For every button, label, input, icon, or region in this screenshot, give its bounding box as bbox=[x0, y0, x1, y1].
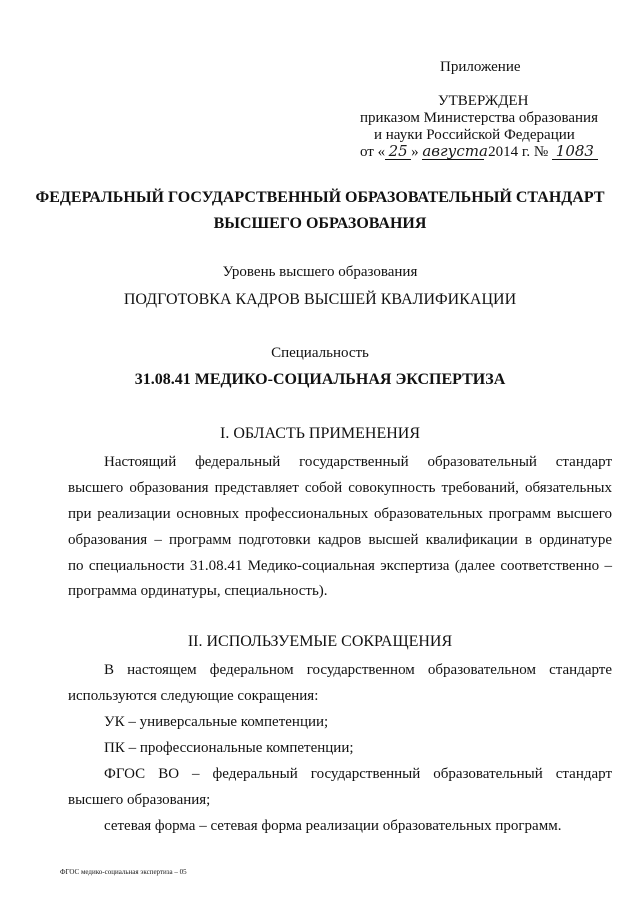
education-level-value: ПОДГОТОВКА КАДРОВ ВЫСШЕЙ КВАЛИФИКАЦИИ bbox=[123, 291, 517, 308]
section-1-line-2: высшего образования представляет собой совокупность требований, обязательных bbox=[68, 480, 612, 496]
abbr-pk: ПК – профессиональные компетенции; bbox=[104, 740, 354, 756]
section-1-heading: I. ОБЛАСТЬ ПРИМЕНЕНИЯ bbox=[219, 425, 421, 442]
section-1-line-1: Настоящий федеральный государственный образовательный стандарт bbox=[104, 454, 612, 470]
section-1-line-4: образования – программ подготовки кадров высшей квалификации в ординатуре bbox=[68, 532, 612, 548]
section-1-line-5: по специальности 31.08.41 Медико-социальная экспертиза (далее соответственно – bbox=[68, 558, 612, 574]
abbr-uk: УК – универсальные компетенции; bbox=[104, 714, 329, 730]
section-2-heading: II. ИСПОЛЬЗУЕМЫЕ СОКРАЩЕНИЯ bbox=[187, 633, 453, 650]
education-level-label: Уровень высшего образования bbox=[222, 264, 418, 280]
document-title-line-1: ФЕДЕРАЛЬНЫЙ ГОСУДАРСТВЕННЫЙ ОБРАЗОВАТЕЛЬНЫЙ СТАНДАРТ bbox=[35, 189, 605, 206]
section-1-line-6: программа ординатуры, специальность). bbox=[68, 583, 328, 599]
date-mid: » bbox=[411, 144, 419, 160]
order-date-line bbox=[360, 143, 598, 161]
section-2-intro-line-2: используются следующие сокращения: bbox=[68, 688, 319, 704]
order-line-2: и науки Российской Федерации bbox=[374, 127, 575, 143]
order-number-handwritten: 1083 bbox=[552, 143, 598, 160]
section-2-intro-line-1: В настоящем федеральном государственном образовательном стандарте bbox=[104, 662, 612, 678]
abbr-fgos-line-2: высшего образования; bbox=[68, 792, 211, 808]
specialty-value: 31.08.41 МЕДИКО-СОЦИАЛЬНАЯ ЭКСПЕРТИЗА bbox=[134, 371, 506, 388]
approved-label: УТВЕРЖДЕН bbox=[438, 93, 529, 109]
appendix-label: Приложение bbox=[440, 59, 521, 75]
abbr-network-form: сетевая форма – сетевая форма реализации образовательных программ. bbox=[104, 818, 562, 834]
date-day-handwritten: 25 bbox=[385, 143, 411, 160]
document-title-line-2: ВЫСШЕГО ОБРАЗОВАНИЯ bbox=[213, 215, 427, 232]
abbr-fgos-line-1: ФГОС ВО – федеральный государственный образовательный стандарт bbox=[104, 766, 612, 782]
section-1-line-3: при реализации основных профессиональных образовательных программ высшего bbox=[68, 506, 612, 522]
date-year: 2014 г. № bbox=[488, 144, 549, 160]
order-line-1: приказом Министерства образования bbox=[360, 110, 598, 126]
date-prefix: от « bbox=[360, 144, 386, 160]
page-footer: ФГОС медико-социальная экспертиза – 05 bbox=[60, 868, 187, 876]
specialty-label: Специальность bbox=[271, 345, 369, 361]
date-month-handwritten: августа bbox=[422, 142, 488, 160]
